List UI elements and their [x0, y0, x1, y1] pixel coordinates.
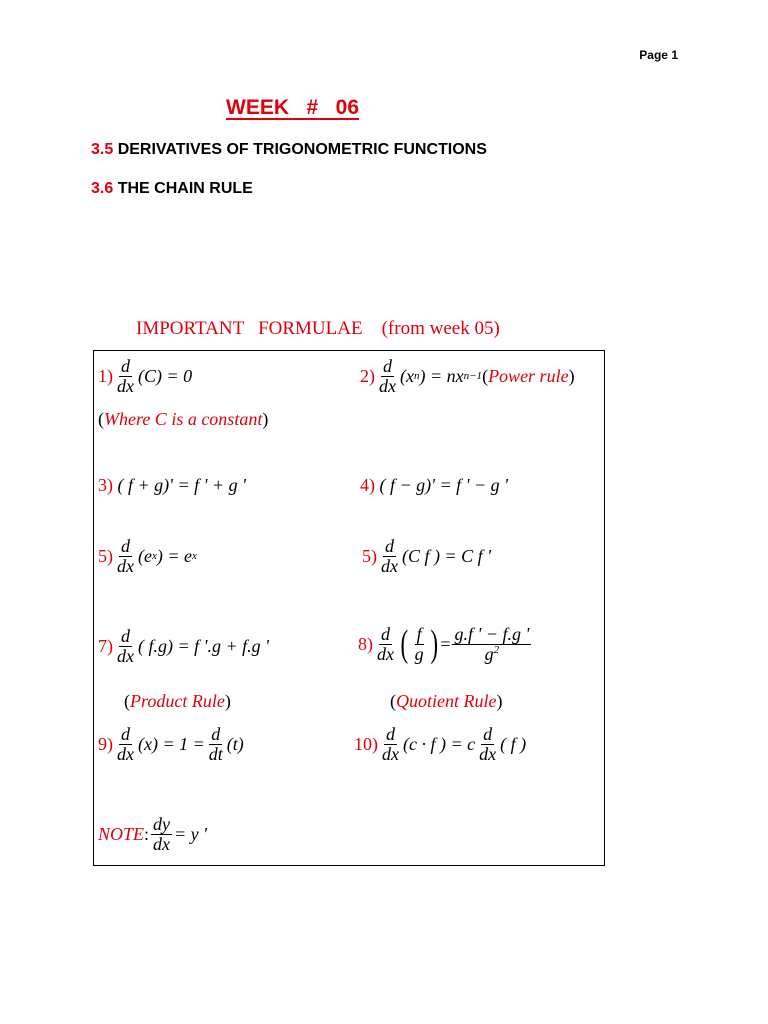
formula-1 [98, 357, 192, 396]
section-3-5 [91, 141, 487, 159]
formula-2: 2) d dx (x n ) = nx n−1 ( Power rule ) [360, 356, 575, 396]
formula-label: 7) [98, 635, 113, 656]
formula-10: 10) d dx (c · f ) = c d dx ( f ) [354, 724, 527, 764]
derivative-operator: d dx [117, 724, 134, 764]
formulae-title: IMPORTANT FORMULAE (from week 05) [136, 318, 500, 339]
week-title: WEEK # 06 [226, 96, 360, 119]
formula-label: 1) [98, 365, 113, 386]
formula-8: 8) d dx ( f g ) = $\frac{g.f ' - f.g '}{g^2}$ [358, 623, 530, 666]
page-number: Page 1 [639, 48, 678, 62]
derivative-operator: d dx [377, 624, 394, 664]
formula-label: 3) [98, 475, 113, 495]
derivative-operator: d dx [379, 356, 396, 396]
section-title: THE CHAIN RULE [117, 180, 253, 197]
formula-label: 9) [98, 733, 113, 754]
formula-5: 5) d dx (e x ) = e x [98, 536, 197, 576]
section-number: 3.6 [91, 180, 114, 197]
note-formula: NOTE : $\frac{dy}{dx}$ = y ' [98, 814, 208, 854]
formula-6 [362, 537, 491, 576]
formulae-box [93, 350, 605, 866]
formula-label: 10) [354, 733, 378, 754]
formula-body: (C) = 0 [138, 365, 193, 386]
formula-body: ( f − g)' = f ' − g ' [379, 475, 508, 495]
formula-9: 9) d dx (x) = 1 = $\frac{d}{dt}$ (t) [98, 724, 244, 764]
formula-label: 5) [98, 545, 113, 566]
derivative-operator: d dx [117, 536, 134, 576]
formula-7 [98, 627, 269, 666]
derivative-operator: d dx [381, 536, 398, 576]
formula-body: (C f ) = C f ' [402, 545, 491, 566]
formula-1-note: ( Where C is a constant ) [98, 409, 269, 429]
derivative-operator: d dx [382, 724, 399, 764]
formula-3 [98, 475, 246, 496]
derivative-operator: d dx [117, 626, 134, 666]
formula-label: 8) [358, 633, 373, 654]
section-title: DERIVATIVES OF TRIGONOMETRIC FUNCTIONS [117, 141, 487, 158]
formula-7-note: ( Product Rule ) [124, 691, 231, 711]
section-3-6 [91, 180, 253, 198]
formula-body: ( f.g) = f '.g + f.g ' [138, 635, 269, 656]
section-number: 3.5 [91, 141, 114, 158]
derivative-operator: d dx [117, 356, 134, 396]
formula-body: ( f + g)' = f ' + g ' [117, 475, 246, 495]
formula-label: 2) [360, 365, 375, 386]
formula-label: 5) [362, 545, 377, 566]
formula-label: 4) [360, 475, 375, 495]
note-label: NOTE [98, 823, 145, 844]
formula-8-note: ( Quotient Rule ) [390, 691, 503, 711]
formula-4 [360, 475, 508, 496]
power-rule-label: Power rule [488, 365, 569, 386]
quotient-result: $\frac{g.f ' - f.g '}{g^2}$ [454, 624, 530, 664]
